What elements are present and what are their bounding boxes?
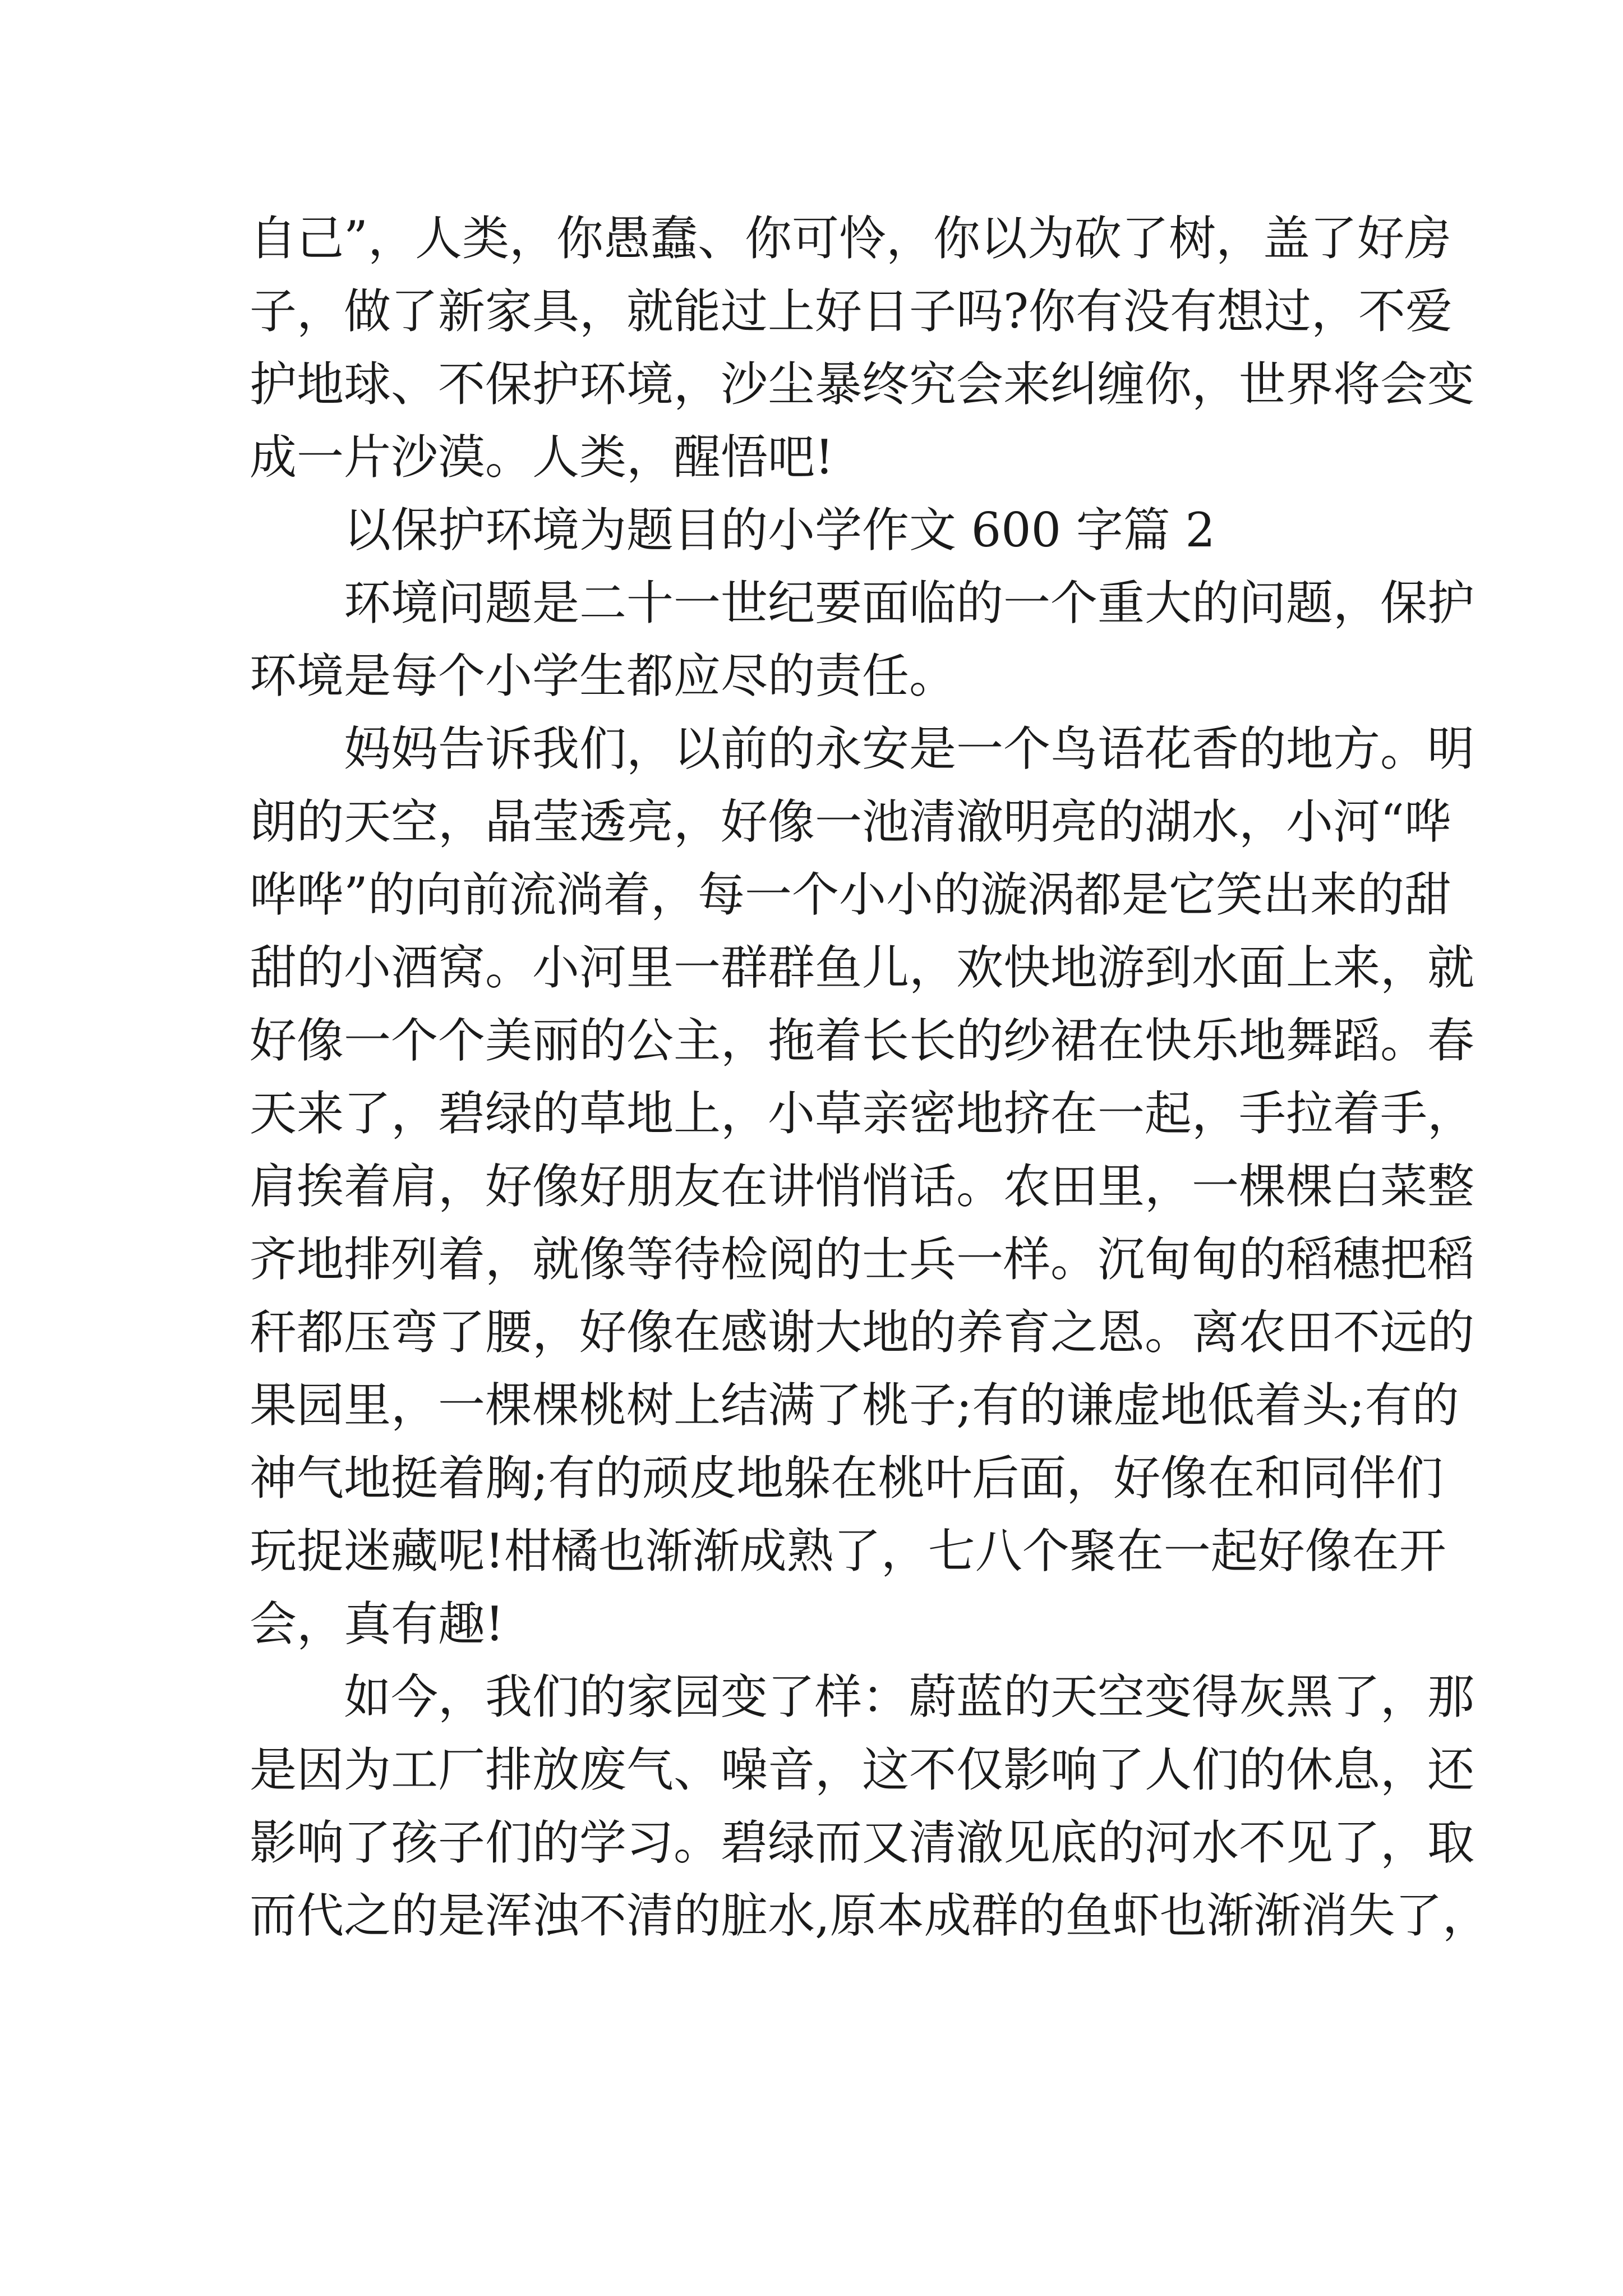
text-line: 影响了孩子们的学习。碧绿而又清澈见底的河水不见了，取 xyxy=(250,1815,1475,1870)
article-body xyxy=(250,202,1490,1952)
text-line: 妈妈告诉我们，以前的永安是一个鸟语花香的地方。明 xyxy=(344,721,1475,776)
text-line: 护地球、不保护环境，沙尘暴终究会来纠缠你，世界将会变 xyxy=(250,357,1475,412)
text-line: 会，真有趣! xyxy=(250,1596,504,1651)
section-heading: 以保护环境为题目的小学作文 600 字篇 2 xyxy=(344,503,1215,558)
text-line: 如今，我们的家园变了样：蔚蓝的天空变得灰黑了，那 xyxy=(344,1669,1475,1724)
text-line: 甜的小酒窝。小河里一群群鱼儿，欢快地游到水面上来，就 xyxy=(250,940,1475,995)
text-line: 朗的天空，晶莹透亮，好像一池清澈明亮的湖水，小河“哗 xyxy=(250,794,1451,849)
text-line: 子，做了新家具，就能过上好日子吗?你有没有想过，不爱 xyxy=(250,284,1453,339)
text-line: 环境是每个小学生都应尽的责任。 xyxy=(250,648,957,703)
text-line: 神气地挺着胸;有的顽皮地躲在桃叶后面，好像在和同伴们 xyxy=(250,1451,1444,1506)
text-line: 是因为工厂排放废气、噪音，这不仅影响了人们的休息，还 xyxy=(250,1742,1475,1797)
text-line: 成一片沙漠。人类，醒悟吧! xyxy=(250,430,834,485)
text-line: 齐地排列着，就像等待检阅的士兵一样。沉甸甸的稻穗把稻 xyxy=(250,1232,1475,1287)
text-line: 玩捉迷藏呢!柑橘也渐渐成熟了，七八个聚在一起好像在开 xyxy=(250,1524,1446,1579)
text-line: 哗哗”的向前流淌着，每一个小小的漩涡都是它笑出来的甜 xyxy=(250,867,1451,922)
text-line: 肩挨着肩，好像好朋友在讲悄悄话。农田里，一棵棵白菜整 xyxy=(250,1159,1475,1214)
text-line: 而代之的是浑浊不清的脏水,原本成群的鱼虾也渐渐消失了， xyxy=(250,1888,1490,1943)
text-line: 果园里，一棵棵桃树上结满了桃子;有的谦虚地低着头;有的 xyxy=(250,1378,1459,1433)
text-line: 自己”，人类，你愚蠢、你可怜，你以为砍了树，盖了好房 xyxy=(250,211,1451,266)
text-line: 环境问题是二十一世纪要面临的一个重大的问题，保护 xyxy=(344,576,1475,631)
text-line: 好像一个个美丽的公主，拖着长长的纱裙在快乐地舞蹈。春 xyxy=(250,1013,1475,1068)
text-line: 天来了，碧绿的草地上，小草亲密地挤在一起，手拉着手， xyxy=(250,1086,1475,1141)
text-line: 秆都压弯了腰，好像在感谢大地的养育之恩。离农田不远的 xyxy=(250,1305,1475,1360)
